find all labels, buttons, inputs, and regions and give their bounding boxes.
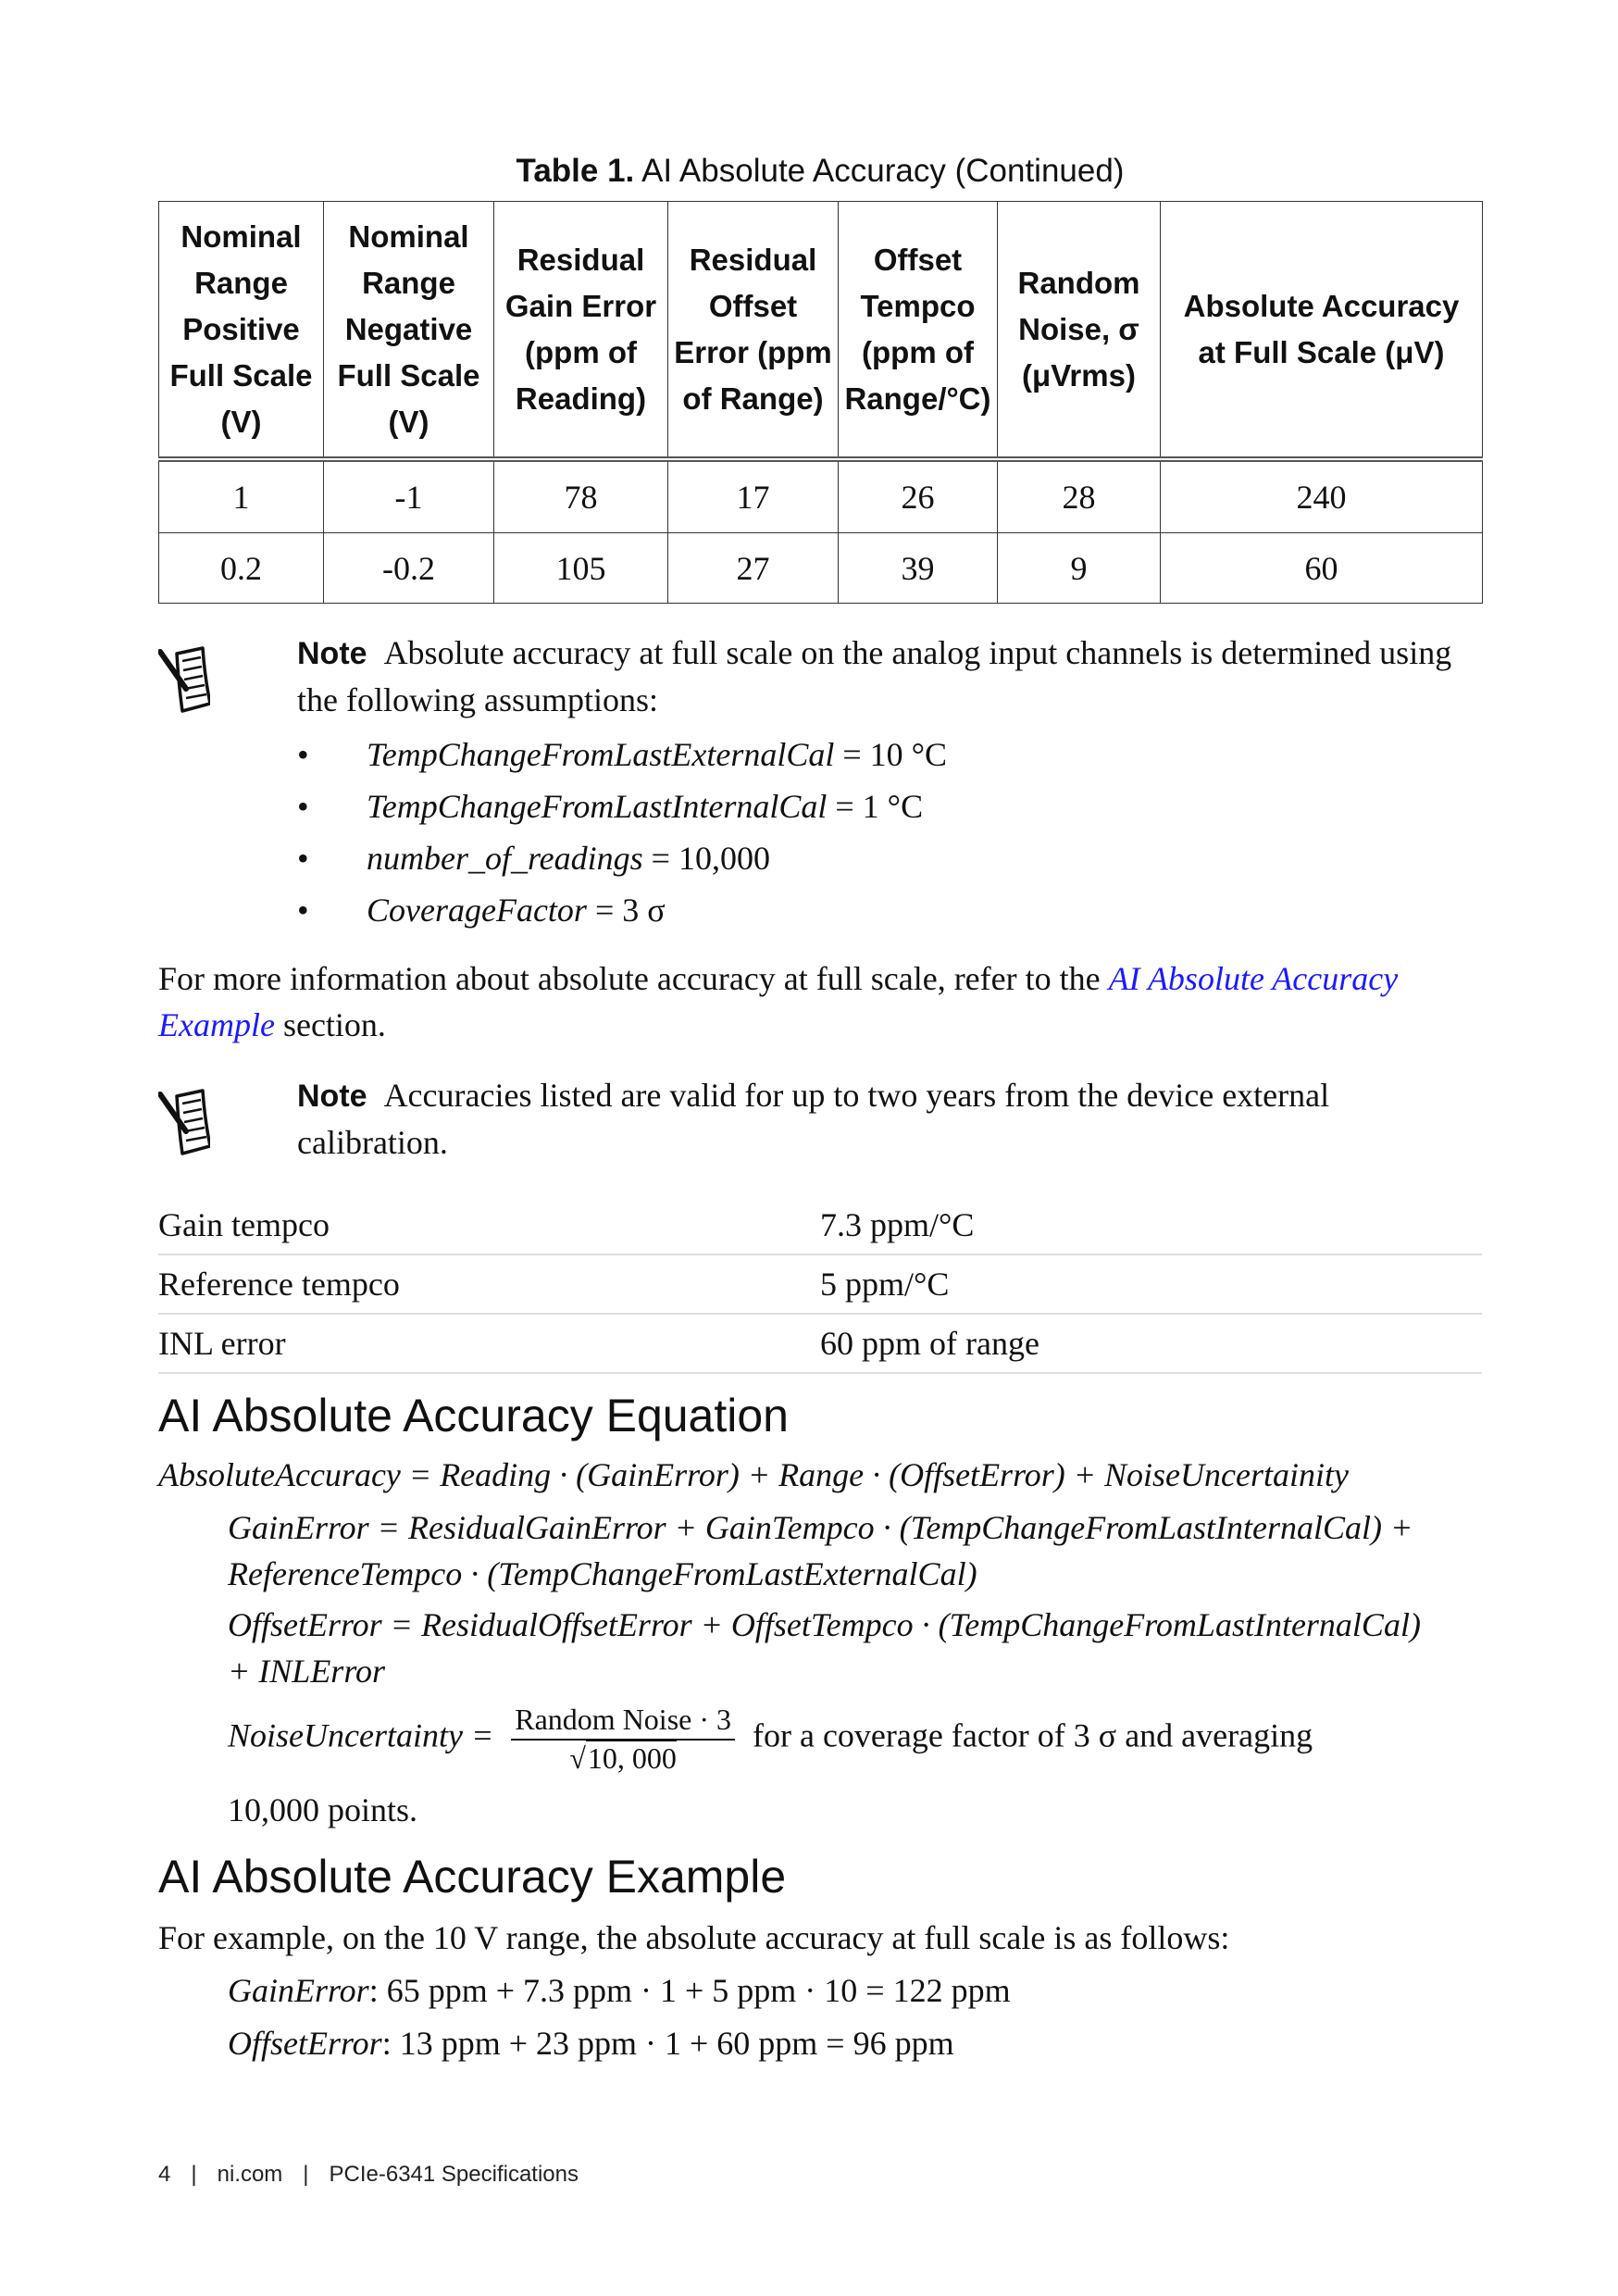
header-absolute-accuracy: Absolute Accuracy at Full Scale (μV) [1161, 202, 1483, 460]
table-cell: 27 [668, 533, 839, 604]
note-text: Absolute accuracy at full scale on the analog input channels is determined using the following assumptions: [297, 634, 1452, 718]
example-gain-value: : 65 ppm + 7.3 ppm · 1 + 5 ppm · 10 = 122 ppm [368, 1972, 1011, 2009]
table-caption-label: Table 1. [516, 153, 635, 189]
note-pencil-icon [158, 639, 210, 713]
header-residual-offset-error: Residual Offset Error (ppm of Range) [668, 202, 839, 460]
spec-row-reference-tempco [158, 1255, 1482, 1315]
assumption-list [297, 729, 1482, 936]
assumption-variable: TempChangeFromLastInternalCal [367, 788, 828, 825]
note-text: Accuracies listed are valid for up to two years from the device external calibration. [297, 1077, 1330, 1161]
table-caption-title: AI Absolute Accuracy (Continued) [641, 153, 1125, 189]
spec-list [158, 1196, 1482, 1374]
note-pencil-icon [158, 1081, 210, 1155]
page-number: 4 [158, 2162, 171, 2187]
header-random-noise: Random Noise, σ (μVrms) [998, 202, 1161, 460]
table-header-row [159, 202, 1483, 460]
gain-error-equation-line1: GainError = ResidualGainError + GainTempco · (TempChangeFromLastInternalCal) + [228, 1509, 1413, 1546]
table-cell: -0.2 [324, 533, 494, 604]
gain-error-equation-line2: ReferenceTempco · (TempChangeFromLastExternalCal) [228, 1555, 977, 1592]
table-cell: 26 [839, 459, 998, 533]
noise-line2-wrap [228, 1787, 1482, 1833]
table-cell: 1 [159, 459, 324, 533]
table-row [159, 533, 1483, 604]
noise-fraction [511, 1702, 735, 1776]
example-offset-label: OffsetError [228, 2025, 382, 2062]
example-gain-error [228, 1967, 1482, 2014]
assumption-variable: CoverageFactor [367, 892, 587, 929]
noise-description-line2: 10,000 points. [228, 1791, 418, 1828]
spec-label: Gain tempco [158, 1206, 330, 1243]
header-residual-gain-error: Residual Gain Error (ppm of Reading) [494, 202, 668, 460]
header-offset-tempco: Offset Tempco (ppm of Range/°C) [839, 202, 998, 460]
table-cell: 28 [998, 459, 1161, 533]
spec-row-gain-tempco [158, 1196, 1482, 1255]
table-cell: 240 [1161, 459, 1483, 533]
spec-value: 5 ppm/°C [820, 1266, 950, 1303]
example-intro: For example, on the 10 V range, the absolute accuracy at full scale is as follows: [158, 1919, 1230, 1956]
assumption-value: = 1 °C [827, 788, 924, 825]
table-cell: 78 [494, 459, 668, 533]
list-item: • TempChangeFromLastExternalCal = 10 °C [297, 736, 948, 773]
more-info-paragraph [158, 955, 1482, 1048]
footer-site: ni.com [217, 2162, 283, 2187]
noise-uncertainty-equation [228, 1702, 1482, 1776]
spec-value: 60 ppm of range [820, 1325, 1039, 1362]
assumption-value: = 10 °C [834, 736, 948, 773]
absolute-accuracy-equation: AbsoluteAccuracy = Reading · (GainError) + Range · (OffsetError) + NoiseUncertainity [158, 1456, 1349, 1493]
assumption-value: = 3 σ [586, 892, 666, 929]
table-caption [158, 153, 1482, 190]
spec-label: Reference tempco [158, 1266, 400, 1303]
spec-row-inl-error [158, 1315, 1482, 1374]
ai-absolute-accuracy-table [158, 201, 1483, 604]
assumption-variable: TempChangeFromLastExternalCal [367, 736, 835, 773]
page-footer: 4 | ni.com | PCIe-6341 Specifications [158, 2162, 579, 2187]
note-lead: Note [297, 1079, 367, 1114]
note-body [297, 1072, 1482, 1166]
list-item: • TempChangeFromLastInternalCal = 1 °C [297, 788, 924, 825]
note-body [297, 630, 1482, 936]
offset-error-equation-line1: OffsetError = ResidualOffsetError + OffsetTempco · (TempChangeFromLastInternalCal) [228, 1606, 1421, 1643]
table-row [159, 459, 1483, 533]
header-negative-full-scale: Nominal Range Negative Full Scale (V) [324, 202, 494, 460]
table-cell: -1 [324, 459, 494, 533]
fraction-denominator: √10, 000 [569, 1741, 677, 1775]
assumption-variable: number_of_readings [367, 840, 643, 877]
example-offset-error [228, 2020, 1482, 2066]
footer-doc-title: PCIe-6341 Specifications [329, 2162, 579, 2187]
more-info-text-end: section. [274, 1006, 386, 1043]
spec-value: 7.3 ppm/°C [820, 1206, 975, 1243]
section-heading-example: AI Absolute Accuracy Example [158, 1851, 787, 1903]
list-item: • CoverageFactor = 3 σ [297, 892, 666, 929]
noise-lhs: NoiseUncertainty = [228, 1716, 494, 1754]
sqrt-radicand: 10, 000 [587, 1741, 677, 1775]
table-cell: 9 [998, 533, 1161, 604]
table-cell: 0.2 [159, 533, 324, 604]
note-lead: Note [297, 636, 367, 671]
example-offset-value: : 13 ppm + 23 ppm · 1 + 60 ppm = 96 ppm [381, 2025, 954, 2062]
example-gain-label: GainError [228, 1972, 369, 2009]
assumption-value: = 10,000 [642, 840, 770, 877]
ai-absolute-accuracy-example-link[interactable]: AI Absolute Accuracy Example [158, 960, 1399, 1043]
more-info-text: For more information about absolute accuracy at full scale, refer to the [158, 960, 1109, 997]
table-cell: 39 [839, 533, 998, 604]
fraction-numerator: Random Noise · 3 [511, 1702, 735, 1741]
noise-description: for a coverage factor of 3 σ and averaging [753, 1716, 1313, 1754]
header-positive-full-scale: Nominal Range Positive Full Scale (V) [159, 202, 324, 460]
list-item: • number_of_readings = 10,000 [297, 840, 770, 877]
table-cell: 17 [668, 459, 839, 533]
spec-label: INL error [158, 1325, 286, 1362]
table-cell: 60 [1161, 533, 1483, 604]
section-heading-equation: AI Absolute Accuracy Equation [158, 1390, 789, 1441]
table-cell: 105 [494, 533, 668, 604]
offset-error-equation-line2: + INLError [228, 1653, 385, 1690]
